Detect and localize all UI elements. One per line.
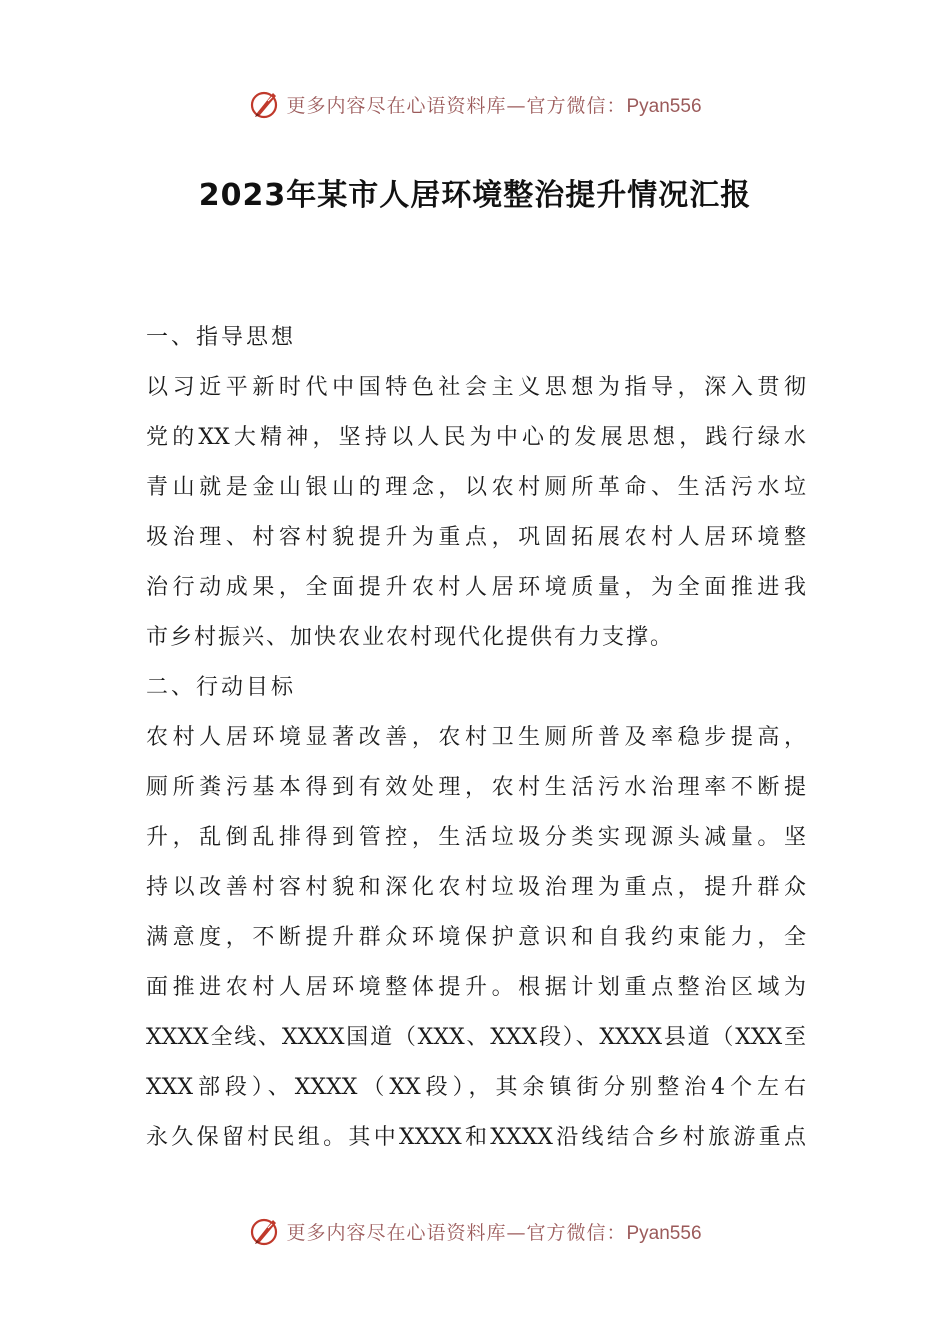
paragraph-line: XXXX全线、XXXX国道（XXX、XXX段）、XXXX县道（XXX至 — [146, 1025, 806, 1050]
paragraph-line: 面推进农村人居环境整体提升。根据计划重点整治区域为 — [146, 975, 806, 1000]
watermark-text: 更多内容尽在心语资料库—官方微信：Pyan556 — [286, 94, 702, 117]
paragraph-line: 农村人居环境显著改善，农村卫生厕所普及率稳步提高， — [146, 725, 806, 750]
paragraph-line: 满意度，不断提升群众环境保护意识和自我约束能力，全 — [146, 925, 806, 950]
watermark-footer — [0, 1211, 950, 1251]
paragraph-line: XXX部段）、XXXX（XX段），其余镇街分别整治4个左右 — [146, 1075, 806, 1100]
watermark-header — [0, 84, 950, 124]
paragraph-line: 圾治理、村容村貌提升为重点，巩固拓展农村人居环境整 — [146, 525, 806, 550]
paragraph-line: 升，乱倒乱排得到管控，生活垃圾分类实现源头减量。坚 — [146, 825, 806, 850]
paragraph-line: 党的XX大精神，坚持以人民为中心的发展思想，践行绿水 — [146, 425, 806, 450]
paragraph-line: 市乡村振兴、加快农业农村现代化提供有力支撑。 — [146, 625, 675, 650]
paragraph-line: 治行动成果，全面提升农村人居环境质量，为全面推进我 — [146, 575, 806, 600]
section-heading-guiding-thought: 一、指导思想 — [146, 325, 297, 350]
paragraph-line: 青山就是金山银山的理念，以农村厕所革命、生活污水垃 — [146, 475, 806, 500]
document-body — [146, 313, 806, 1163]
paragraph-line: 永久保留村民组。其中XXXX和XXXX沿线结合乡村旅游重点 — [146, 1125, 806, 1150]
watermark-text: 更多内容尽在心语资料库—官方微信：Pyan556 — [286, 1221, 702, 1244]
paragraph-line: 持以改善村容村貌和深化农村垃圾治理为重点，提升群众 — [146, 875, 806, 900]
paragraph-line: 以习近平新时代中国特色社会主义思想为指导，深入贯彻 — [146, 375, 806, 400]
paragraph-line: 厕所粪污基本得到有效处理，农村生活污水治理率不断提 — [146, 775, 806, 800]
pen-in-circle-icon — [248, 1214, 282, 1248]
section-heading-action-goals: 二、行动目标 — [146, 675, 297, 700]
pen-in-circle-icon — [248, 87, 282, 121]
page-title: 2023年某市人居环境整治提升情况汇报 — [198, 178, 752, 213]
